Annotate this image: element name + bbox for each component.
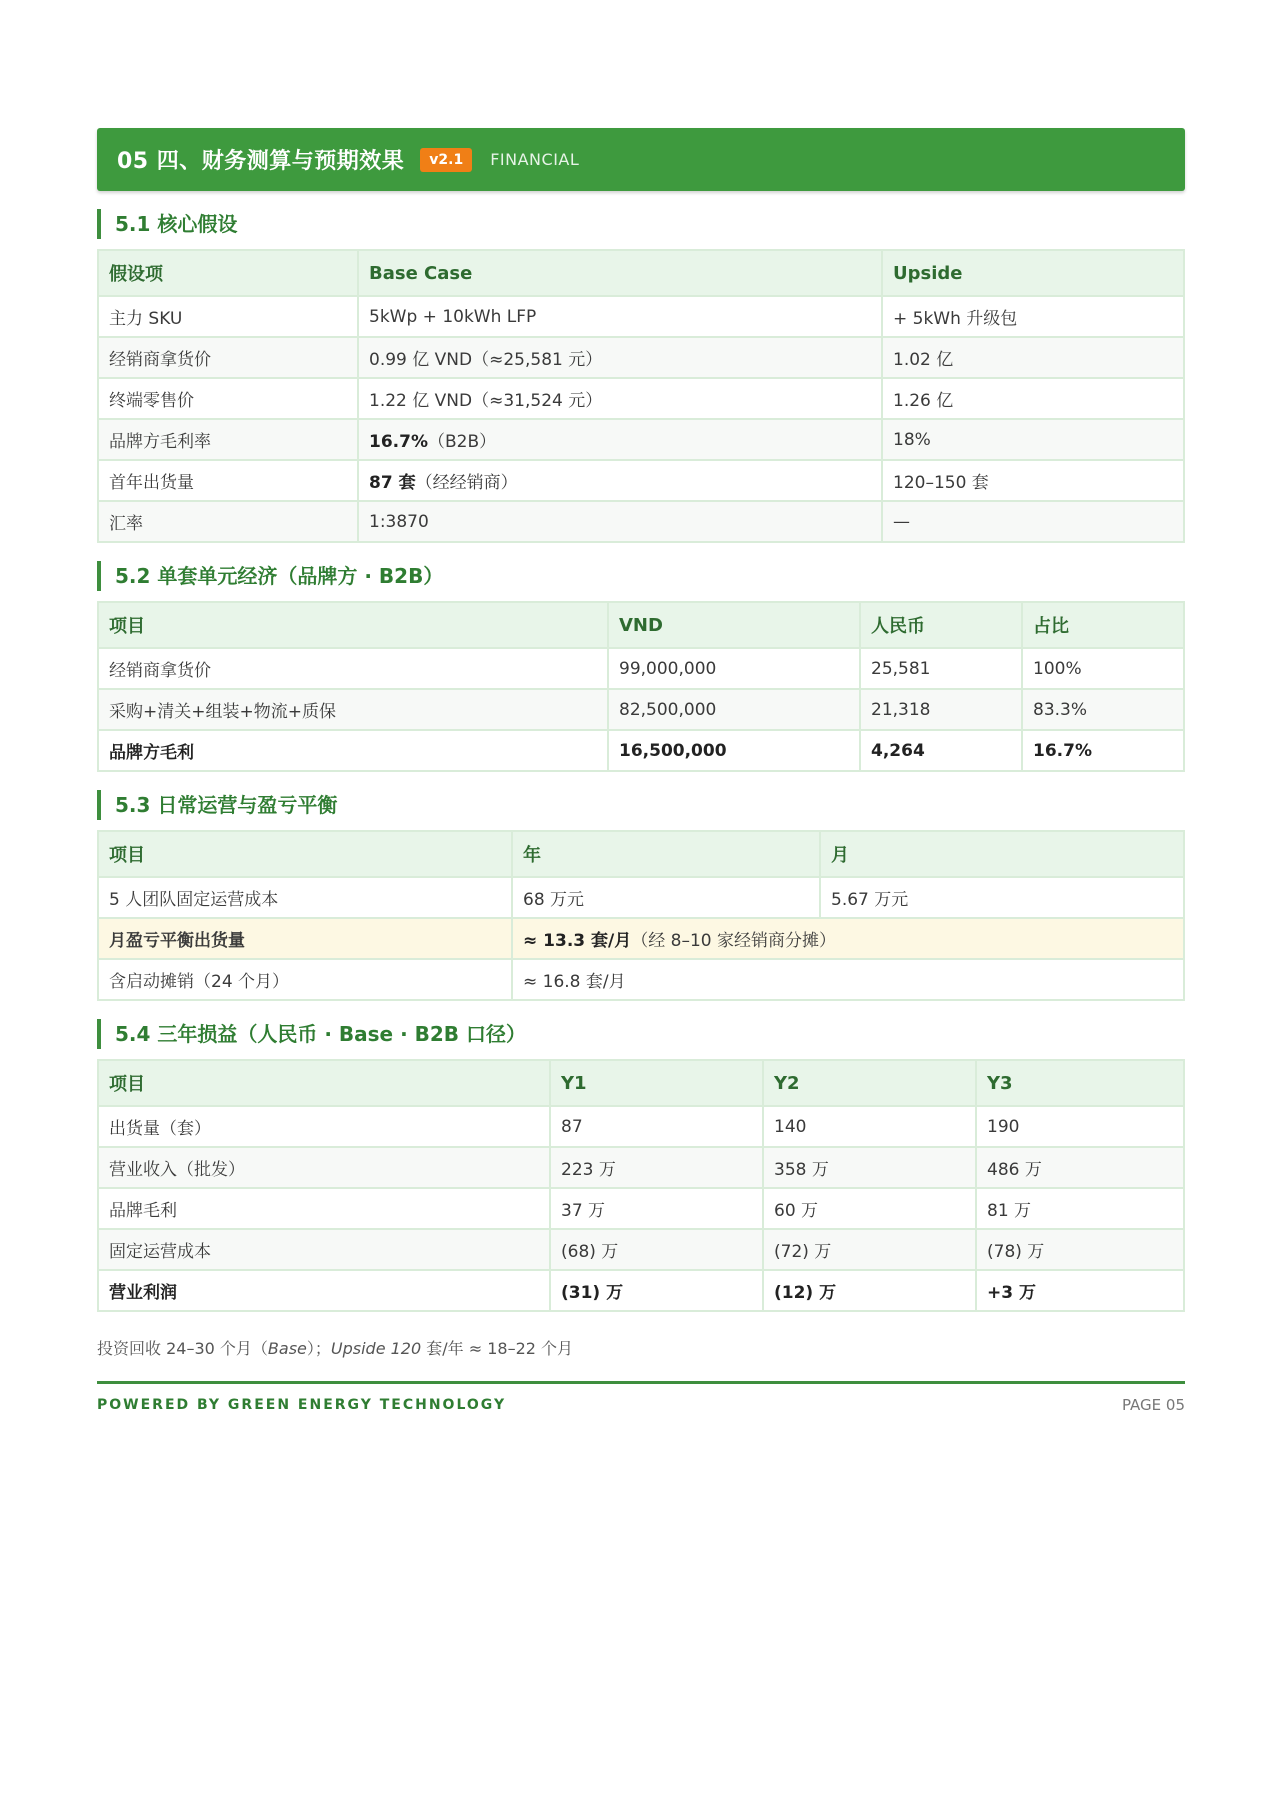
emphasis-value: 87 套 [369,473,416,493]
table-cell: 25,581 [860,648,1022,689]
table-cell: 终端零售价 [98,378,358,419]
table-cell: 223 万 [550,1147,763,1188]
value-suffix: （B2B） [427,432,497,452]
table-cell: 37 万 [550,1188,763,1229]
note-text: ）； [306,1339,331,1358]
table-cell: 486 万 [976,1147,1184,1188]
emphasis-value: 16.7% [369,432,428,452]
note-italic: Base [267,1339,307,1358]
table-cell: 83.3% [1022,689,1184,730]
table-row-total [98,1270,1184,1311]
column-header: 假设项 [98,250,358,296]
table-cell: 品牌毛利 [98,1188,550,1229]
table-cell: 含启动摊销（24 个月） [98,959,512,1000]
table-header-row [98,250,1184,296]
column-header: 年 [512,831,820,877]
table-cell: 品牌方毛利率 [98,419,358,460]
table-row [98,1188,1184,1229]
table-cell: 1:3870 [358,501,882,542]
column-header: Y1 [550,1060,763,1106]
table-row [98,1229,1184,1270]
table-cell: 1.02 亿 [882,337,1184,378]
table-cell: 16,500,000 [608,730,860,771]
table-cell: 4,264 [860,730,1022,771]
table-row [98,689,1184,730]
section-title-assumptions: 5.1 核心假设 [97,209,1185,239]
table-cell: 358 万 [763,1147,976,1188]
table-cell: 1.22 亿 VND（≈31,524 元） [358,378,882,419]
table-row [98,1106,1184,1147]
section-title-three-year-pl: 5.4 三年损益（人民币 · Base · B2B 口径） [97,1019,1185,1049]
table-cell: 99,000,000 [608,648,860,689]
table-row [98,419,1184,460]
value-suffix: （经 8–10 家经销商分摊） [631,931,836,951]
table-cell: 汇率 [98,501,358,542]
table-cell: 0.99 亿 VND（≈25,581 元） [358,337,882,378]
note-text: 投资回收 24–30 个月（ [97,1339,268,1358]
table-cell [358,419,882,460]
table-cell: 68 万元 [512,877,820,918]
column-header: Upside [882,250,1184,296]
column-header: Y2 [763,1060,976,1106]
page-footer [97,1396,1185,1414]
page-number: PAGE 05 [1121,1396,1185,1414]
table-cell: 100% [1022,648,1184,689]
table-cell: 经销商拿货价 [98,648,608,689]
footer-divider [97,1381,1185,1384]
footer-tagline: POWERED BY GREEN ENERGY TECHNOLOGY [97,1397,507,1413]
table-cell: ≈ 16.8 套/月 [512,959,1184,1000]
table-row-total [98,730,1184,771]
chapter-banner [97,128,1185,191]
column-header: 项目 [98,831,512,877]
table-cell: (12) 万 [763,1270,976,1311]
table-cell: (68) 万 [550,1229,763,1270]
table-row [98,648,1184,689]
table-cell [512,918,1184,959]
value-suffix: （经经销商） [415,473,518,493]
table-cell: 采购+清关+组装+物流+质保 [98,689,608,730]
table-cell [358,460,882,501]
table-cell: (31) 万 [550,1270,763,1311]
table-header-row [98,831,1184,877]
table-header-row [98,1060,1184,1106]
table-cell: 固定运营成本 [98,1229,550,1270]
column-header: 占比 [1022,602,1184,648]
unit-economics-table [97,601,1185,772]
table-cell: — [882,501,1184,542]
table-cell: 5 人团队固定运营成本 [98,877,512,918]
column-header: VND [608,602,860,648]
table-cell: 190 [976,1106,1184,1147]
payback-note [97,1336,1185,1359]
table-row [98,378,1184,419]
table-row [98,959,1184,1000]
table-cell: (78) 万 [976,1229,1184,1270]
three-year-pl-table [97,1059,1185,1312]
table-cell: 营业收入（批发） [98,1147,550,1188]
table-cell: + 5kWh 升级包 [882,296,1184,337]
table-cell: +3 万 [976,1270,1184,1311]
table-cell: 5kWp + 10kWh LFP [358,296,882,337]
column-header: Y3 [976,1060,1184,1106]
table-cell: 出货量（套） [98,1106,550,1147]
note-italic: Upside 120 [330,1339,422,1358]
table-cell: 品牌方毛利 [98,730,608,771]
section-title-unit-economics: 5.2 单套单元经济（品牌方 · B2B） [97,561,1185,591]
table-cell: 首年出货量 [98,460,358,501]
column-header: 项目 [98,602,608,648]
table-cell: 140 [763,1106,976,1147]
table-cell: 18% [882,419,1184,460]
section-title-break-even: 5.3 日常运营与盈亏平衡 [97,790,1185,820]
column-header: 月 [820,831,1184,877]
table-row [98,296,1184,337]
table-cell: 主力 SKU [98,296,358,337]
page-content [97,128,1185,1414]
table-row [98,337,1184,378]
break-even-table [97,830,1185,1001]
emphasis-value: ≈ 13.3 套/月 [523,931,632,951]
table-cell: (72) 万 [763,1229,976,1270]
column-header: 人民币 [860,602,1022,648]
table-row-highlight [98,918,1184,959]
assumptions-table [97,249,1185,543]
table-cell: 经销商拿货价 [98,337,358,378]
column-header: Base Case [358,250,882,296]
table-cell: 82,500,000 [608,689,860,730]
table-row [98,1147,1184,1188]
table-header-row [98,602,1184,648]
table-cell: 16.7% [1022,730,1184,771]
chapter-subtitle: FINANCIAL [490,150,580,169]
table-cell: 60 万 [763,1188,976,1229]
version-badge: v2.1 [420,148,472,172]
table-cell: 81 万 [976,1188,1184,1229]
table-cell: 月盈亏平衡出货量 [98,918,512,959]
table-row [98,877,1184,918]
table-cell: 5.67 万元 [820,877,1184,918]
table-row [98,460,1184,501]
table-cell: 21,318 [860,689,1022,730]
table-cell: 120–150 套 [882,460,1184,501]
column-header: 项目 [98,1060,550,1106]
note-text: 套/年 ≈ 18–22 个月 [421,1339,574,1358]
table-cell: 87 [550,1106,763,1147]
chapter-title: 05 四、财务测算与预期效果 [117,149,405,174]
table-cell: 营业利润 [98,1270,550,1311]
table-cell: 1.26 亿 [882,378,1184,419]
table-row [98,501,1184,542]
